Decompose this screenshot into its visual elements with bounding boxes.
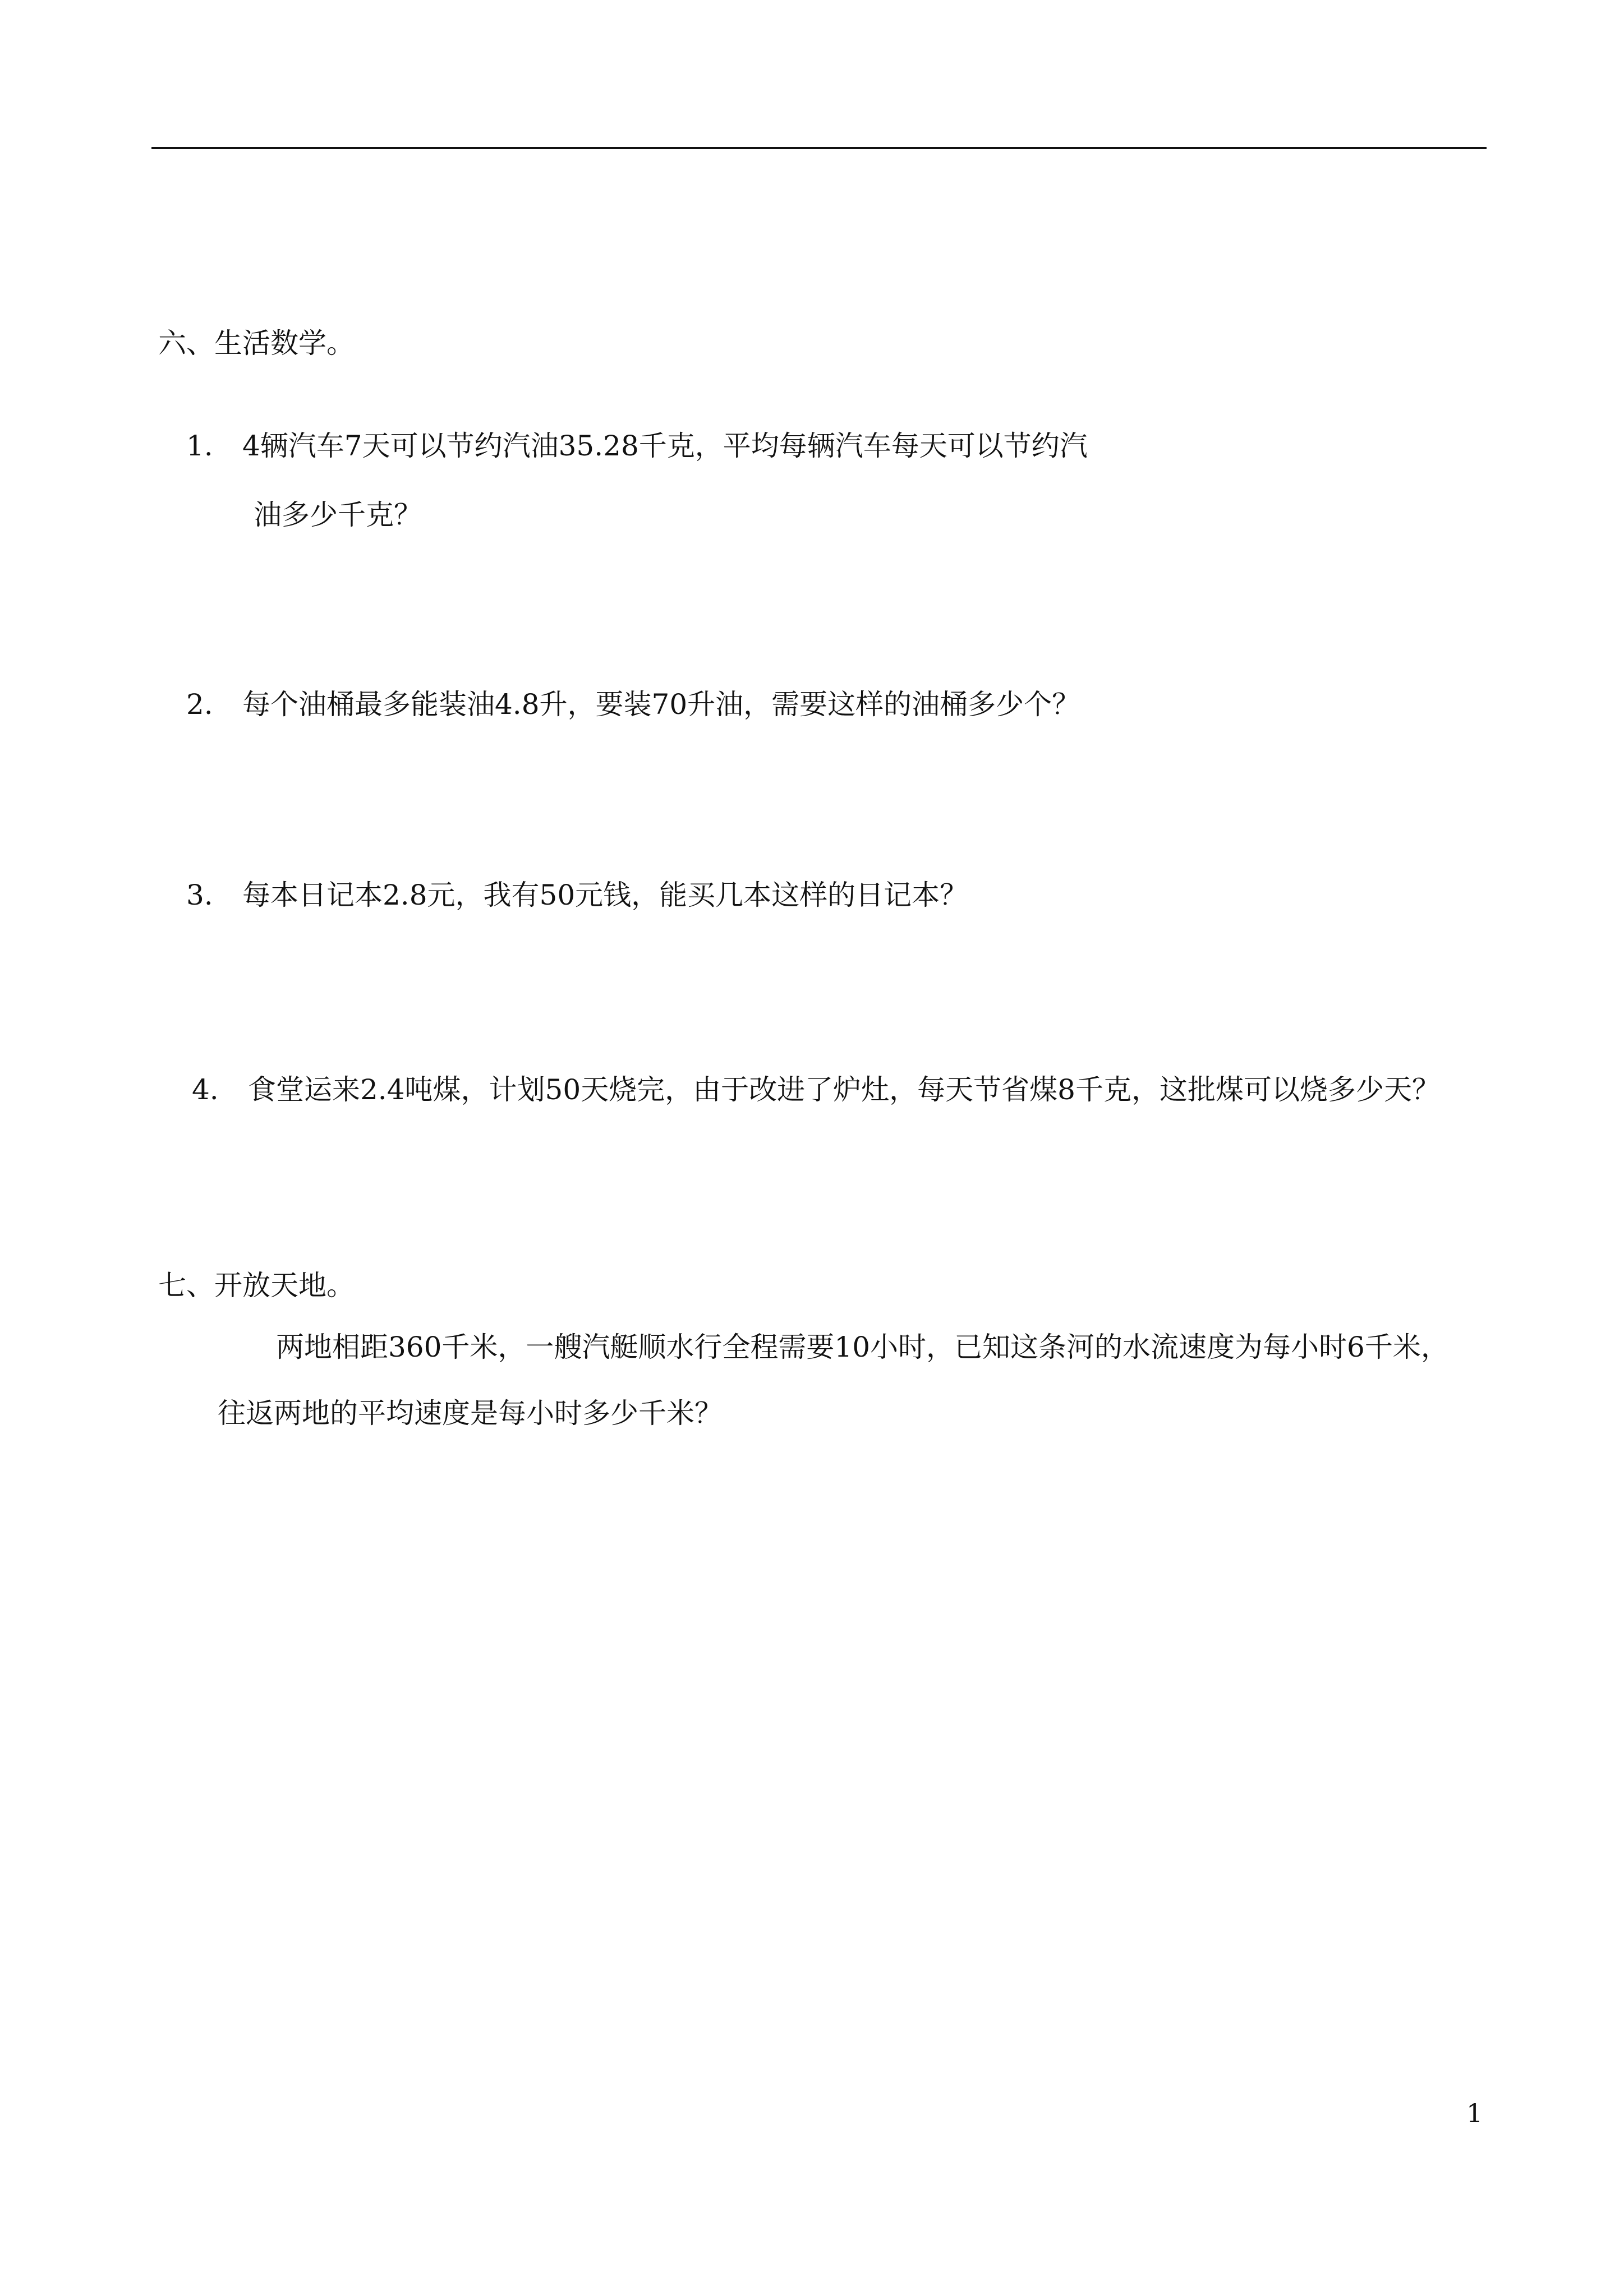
open-question-text: 两地相距360千米，一艘汽艇顺水行全程需要10小时，已知这条河的水流速度为每小时6千米， — [276, 1331, 1449, 1363]
question-3-number: 3. — [186, 879, 213, 911]
question-4-text: 食堂运来2.4吨煤，计划50天烧完，由于改进了炉灶，每天节省煤8千克，这批煤可以烧多少天？ — [248, 1073, 1440, 1106]
section-heading-6: 六、生活数学。 — [158, 327, 355, 359]
section-heading-7: 七、开放天地。 — [158, 1269, 355, 1302]
question-1-number: 1. — [186, 430, 213, 462]
question-4-number: 4. — [192, 1073, 219, 1106]
question-1-text-continued: 油多少千克？ — [254, 499, 422, 531]
question-3-text: 每本日记本2.8元，我有50元钱，能买几本这样的日记本？ — [242, 879, 968, 911]
question-1-text: 4辆汽车7天可以节约汽油35.28千克，平均每辆汽车每天可以节约汽 — [242, 430, 1088, 462]
question-2-text: 每个油桶最多能装油4.8升，要装70升油，需要这样的油桶多少个？ — [242, 688, 1080, 721]
page-number: 1 — [1466, 2098, 1483, 2128]
open-question-text-continued: 往返两地的平均速度是每小时多少千米？ — [218, 1397, 723, 1430]
header-rule — [151, 147, 1487, 149]
question-2-number: 2. — [186, 688, 213, 721]
